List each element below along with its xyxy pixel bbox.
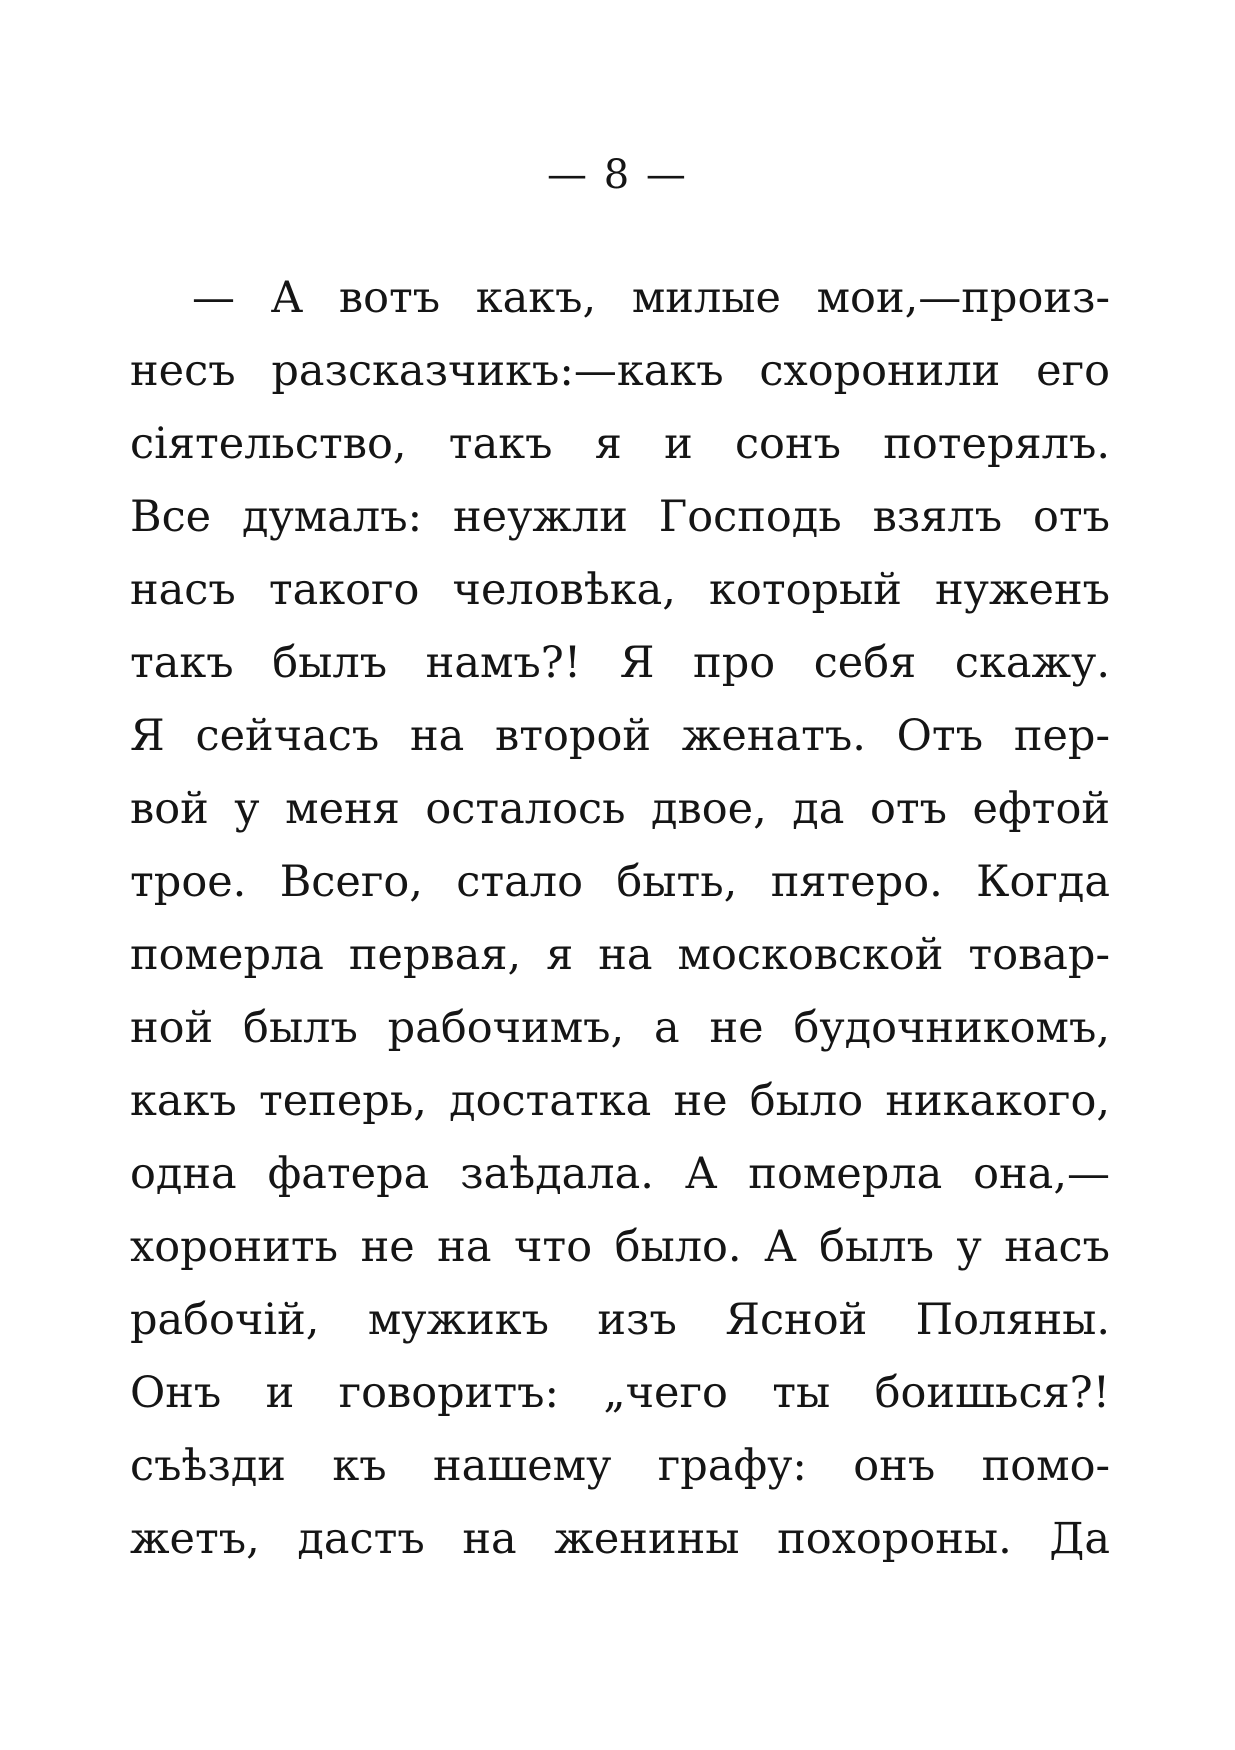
text-line: жетъ, дастъ на женины похороны. Да — [130, 1514, 1110, 1564]
text-line: трое. Всего, стало быть, пятеро. Когда — [130, 857, 1110, 907]
text-line: Онъ и говоритъ: „чего ты боишься?! — [130, 1368, 1110, 1418]
text-line: — А вотъ какъ, милые мои,—произ- — [192, 273, 1110, 323]
text-line: вой у меня осталось двое, да отъ ефтой — [130, 784, 1110, 834]
text-line: рабочій, мужикъ изъ Ясной Поляны. — [130, 1295, 1110, 1345]
text-line: ной былъ рабочимъ, а не будочникомъ, — [130, 1003, 1110, 1053]
text-line: съѣзди къ нашему графу: онъ помо- — [130, 1441, 1110, 1491]
text-line: насъ такого человѣка, который нуженъ — [130, 565, 1110, 615]
text-line: одна фатера заѣдала. А померла она,— — [130, 1149, 1110, 1199]
text-line: несъ разсказчикъ:—какъ схоронили его — [130, 346, 1110, 396]
text-line: Все думалъ: неужли Господь взялъ отъ — [130, 492, 1110, 542]
text-line: хоронить не на что было. А былъ у насъ — [130, 1222, 1110, 1272]
body-text — [130, 262, 1110, 1576]
text-line: какъ теперь, достатка не было никакого, — [130, 1076, 1110, 1126]
text-line: такъ былъ намъ?! Я про себя скажу. — [130, 638, 1110, 688]
text-line: Я сейчасъ на второй женатъ. Отъ пер- — [130, 711, 1110, 761]
text-line: сіятельство, такъ я и сонъ потерялъ. — [130, 419, 1110, 469]
page-number: — 8 — — [547, 152, 688, 198]
text-line: померла первая, я на московской товар- — [130, 930, 1110, 980]
